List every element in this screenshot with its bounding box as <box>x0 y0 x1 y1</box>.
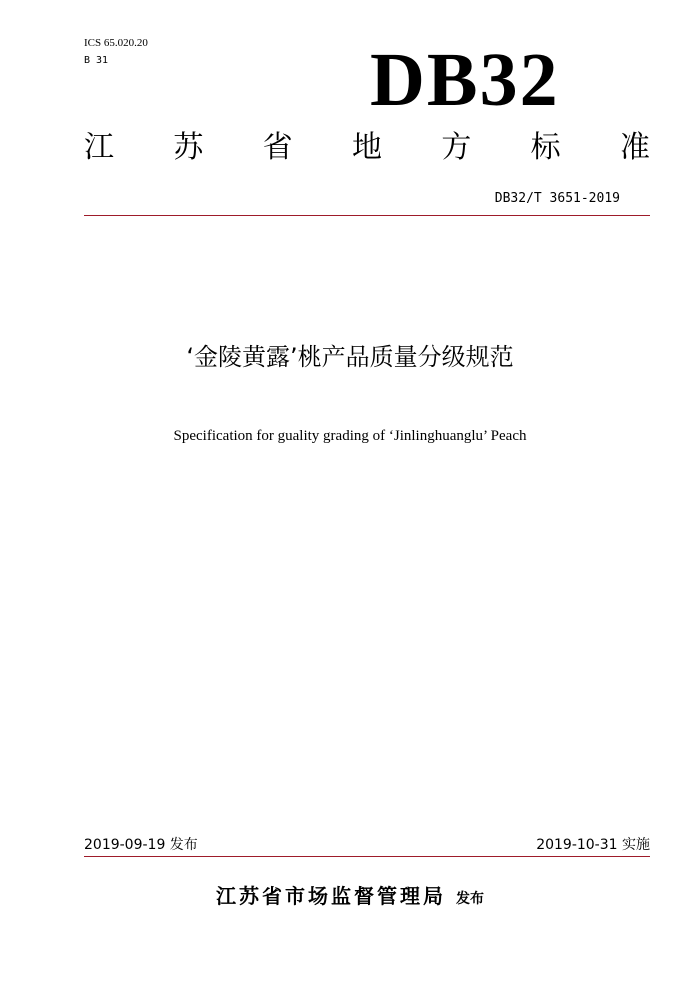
ics-code: ICS 65.020.20 <box>84 37 148 49</box>
standard-type-char: 江 <box>84 130 114 165</box>
issuer-name: 江苏省市场监督管理局 <box>216 884 446 908</box>
classification-code: B 31 <box>84 55 109 66</box>
issuing-authority <box>0 880 700 909</box>
standard-type-char: 标 <box>530 130 561 165</box>
standard-type-char: 方 <box>441 130 472 165</box>
document-title-english: Specification for guality grading of ‘Jinlinghuanglu’ Peach <box>173 428 527 444</box>
footer-divider <box>84 856 650 857</box>
document-title-chinese: ‘金陵黄露’桃产品质量分级规范 <box>186 343 514 371</box>
header-divider <box>84 215 650 216</box>
standard-number: DB32/T 3651-2019 <box>494 191 620 206</box>
standard-type-heading <box>84 128 650 168</box>
implementation-date: 2019-10-31 实施 <box>536 837 650 853</box>
standard-type-char: 地 <box>351 130 382 165</box>
issuer-action: 发布 <box>456 891 484 907</box>
standard-type-char: 准 <box>619 130 650 165</box>
db32-logo: DB32 <box>370 38 560 122</box>
standard-type-char: 省 <box>262 130 293 165</box>
standard-type-char: 苏 <box>173 130 204 165</box>
issue-date: 2019-09-19 发布 <box>84 837 198 853</box>
